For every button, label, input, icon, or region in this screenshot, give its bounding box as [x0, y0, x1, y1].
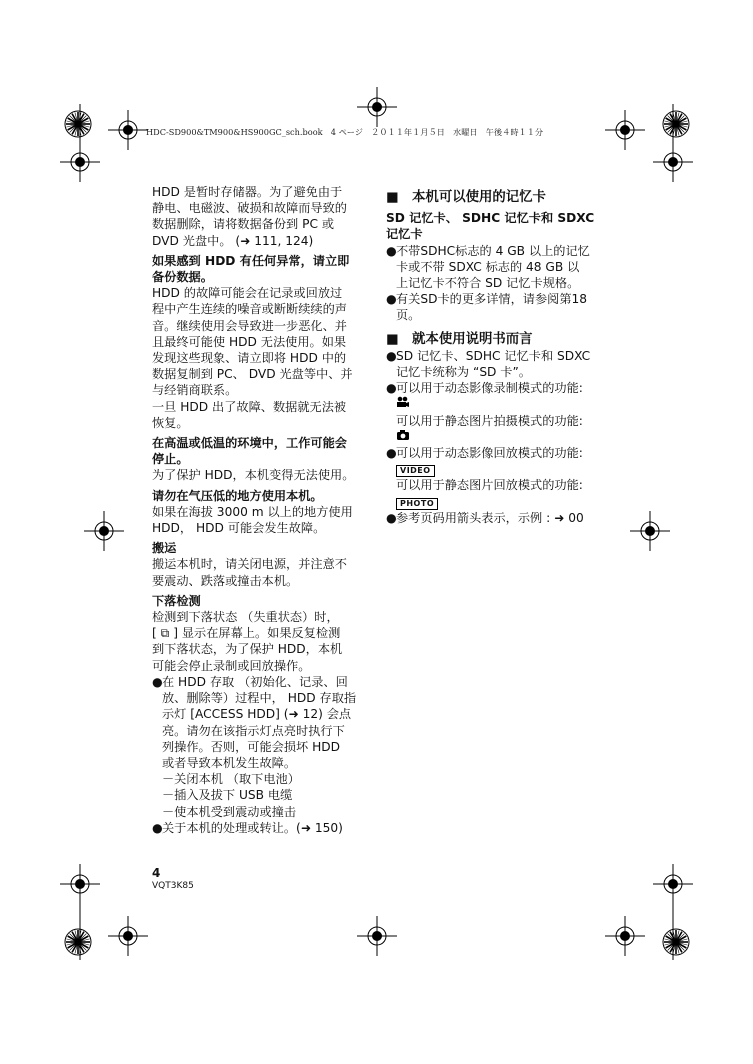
- bullet-icon: ●: [152, 820, 163, 835]
- bullet-card-spec: ● 不带SDHC标志的 4 GB 以上的记忆 卡或不带 SDXC 标志的 48 GB 以 上记忆卡不符合 SD 记忆卡规格。: [386, 243, 590, 291]
- heading-drop-detection: 下落检测: [152, 593, 201, 608]
- para-drop-detection: 检测到下落状态 （失重状态）时， [ ⧉ ] 显示在屏幕上。如果反复检测 到下落状态，为了保护 HDD，本机 可能会停止录制或回放操作。: [152, 610, 343, 673]
- crop-mark-tr: [653, 142, 693, 182]
- bullet-recording-modes: ● 可以用于动态影像录制模式的功能: 可以用于静态图片拍摄模式的功能:: [386, 380, 610, 445]
- register-mark-mid-left: [84, 511, 124, 551]
- crop-mark-br: [653, 864, 693, 904]
- photo-playback-badge: PHOTO: [396, 498, 438, 510]
- section-manual-conventions: ■ 就本使用说明书而言: [386, 331, 533, 347]
- left-column: [152, 184, 368, 836]
- heading-transport: 搬运: [152, 541, 177, 556]
- section-usable-cards: ■ 本机可以使用的记忆卡: [386, 190, 546, 205]
- star-target-mark: [663, 929, 689, 955]
- register-mark-top-left: [108, 110, 148, 150]
- register-mark-bottom-left: [108, 916, 148, 956]
- bullet-sd-card-term: ● SD 记忆卡、SDHC 记忆卡和 SDXC 记忆卡统称为 “SD 卡”。: [386, 348, 591, 380]
- star-target-mark: [663, 111, 689, 137]
- bullet-icon: ●: [152, 674, 163, 689]
- para-pressure: 如果在海拔 3000 m 以上的地方使用 HDD， HDD 可能会发生故障。: [152, 504, 353, 536]
- right-column: [386, 188, 610, 526]
- bullet-icon: ●: [386, 243, 397, 258]
- para-temperature: 为了保护 HDD，本机变得无法使用。: [152, 468, 355, 483]
- para-hdd-storage: HDD 是暂时存储器。为了避免由于 静电、电磁波、破损和故障而导致的 数据删除，请将数据备份到 PC 或 DVD 光盘中。 (➜ 111, 124): [152, 185, 347, 248]
- heading-pressure: 请勿在气压低的地方使用本机。: [152, 488, 323, 503]
- bullet-icon: ●: [386, 510, 397, 525]
- bullet-hdd-access: ● 在 HDD 存取 （初始化、记录、回 放、删除等）过程中， HDD 存取指 示灯 [ACCESS HDD] (➜ 12) 会点 亮。请勿在该指示灯点亮时执行下 列操作。否则，可能会损坏 HDD 或者导致本机发生故障。 －关闭本机 （取下电池） －插入及拔下 USB 电缆 －使本机受到震动或撞击: [152, 674, 357, 819]
- bullet-card-details: ● 有关SD卡的更多详情，请参阅第18 页。: [386, 292, 588, 323]
- crop-mark-tl: [60, 142, 100, 182]
- register-mark-top-center: [357, 87, 397, 127]
- motion-picture-mode-icon: [396, 396, 410, 408]
- subheading-card-types: SD 记忆卡、 SDHC 记忆卡和 SDXC 记忆卡: [386, 211, 595, 242]
- heading-backup: 如果感到 HDD 有任何异常，请立即 备份数据。: [152, 253, 350, 285]
- page-number: 4: [152, 866, 161, 880]
- bullet-icon: ●: [386, 348, 397, 363]
- register-mark-mid-right: [630, 511, 670, 551]
- bullet-disposal: ● 关于本机的处理或转让。(➜ 150): [152, 820, 343, 835]
- para-transport: 搬运本机时，请关闭电源，并注意不 要震动、跌落或撞击本机。: [152, 557, 347, 588]
- bullet-playback-modes: ● 可以用于动态影像回放模式的功能: VIDEO 可以用于静态图片回放模式的功能: PHOTO: [386, 445, 610, 510]
- document-code: VQT3K85: [152, 881, 194, 891]
- register-mark-top-right: [605, 110, 645, 150]
- star-target-mark: [65, 929, 91, 955]
- bullet-icon: ●: [386, 446, 397, 461]
- bullet-icon: ●: [386, 292, 397, 307]
- register-mark-bottom-center: [357, 916, 397, 956]
- video-playback-badge: VIDEO: [396, 465, 435, 477]
- print-header: HDC-SD900&TM900&HS900GC_sch.book 4 ページ ２０１１年１月５日 水曜日 午後４時１１分: [146, 127, 544, 137]
- crop-mark-bl: [60, 864, 100, 904]
- heading-temperature: 在高温或低温的环境中，工作可能会 停止。: [152, 436, 347, 467]
- bullet-page-reference: ● 参考页码用箭头表示，示例 : ➜ 00: [386, 510, 584, 525]
- para-hdd-fault: HDD 的故障可能会在记录或回放过 程中产生连续的噪音或断断续续的声 音。继续使用会导致进一步恶化、并 且最终可能使 HDD 无法使用。如果 发现这些现象、请立即将 HDD 中的 数据复制到 PC、 DVD 光盘等中、并 与经销商联系。 一旦 HDD 出了故障、数据就无法被 恢复。: [152, 286, 353, 430]
- camera-icon: [396, 429, 410, 441]
- bullet-icon: ●: [386, 381, 397, 396]
- register-mark-bottom-right: [605, 916, 645, 956]
- star-target-mark: [65, 111, 91, 137]
